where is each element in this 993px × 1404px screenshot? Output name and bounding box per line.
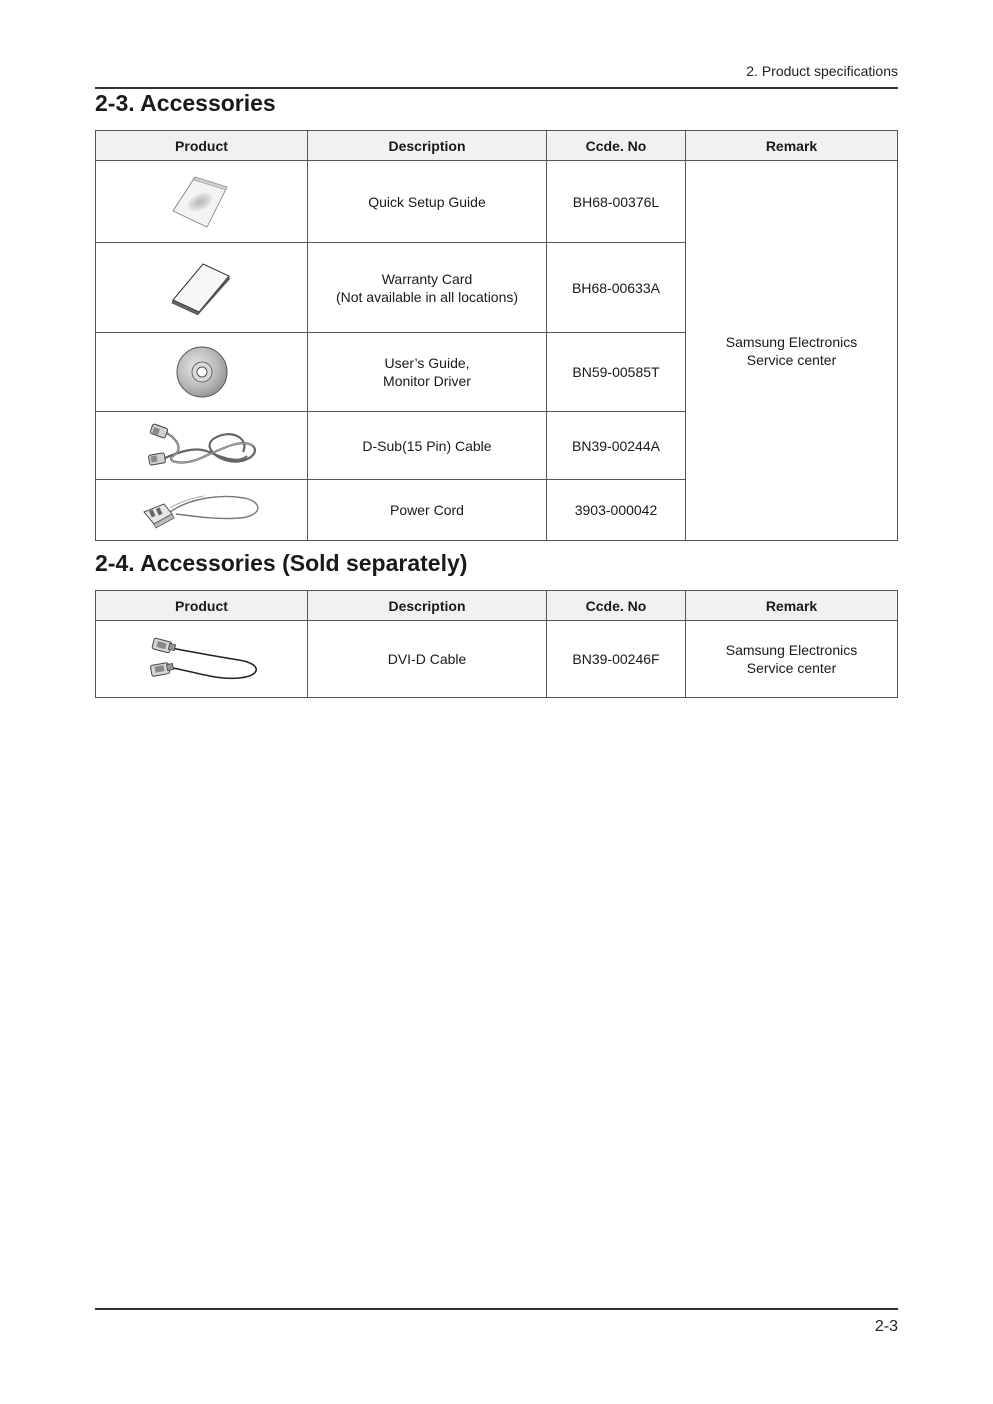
product-image-cell xyxy=(96,412,308,480)
section-title-accessories-sold-separately: 2-4. Accessories (Sold separately) xyxy=(95,550,468,576)
product-image-cell xyxy=(96,243,308,333)
footer-divider xyxy=(95,1308,898,1310)
dvi-cable-image xyxy=(143,634,261,684)
remark-line: Samsung Electronics xyxy=(725,333,858,350)
power-cord-image xyxy=(140,490,264,530)
product-image-cell xyxy=(96,621,308,698)
table-header-row xyxy=(96,591,898,621)
column-header-product: Product xyxy=(96,131,308,161)
remark-cell xyxy=(686,161,898,541)
description-line: (Not available in all locations) xyxy=(335,288,519,305)
description-line: D-Sub(15 Pin) Cable xyxy=(362,437,492,454)
column-header-code: Ccde. No xyxy=(547,591,686,621)
dsub-cable-image xyxy=(143,422,261,470)
column-header-remark: Remark xyxy=(686,131,898,161)
remark-line: Service center xyxy=(746,660,837,676)
product-description-cell xyxy=(308,161,547,243)
remark-cell xyxy=(686,621,898,698)
cd-disc-image xyxy=(174,344,230,400)
column-header-remark: Remark xyxy=(686,591,898,621)
section-title-accessories: 2-3. Accessories xyxy=(95,90,276,116)
product-code-cell: BN59-00585T xyxy=(547,333,686,412)
accessories-table xyxy=(95,130,898,541)
accessories-sold-separately-table xyxy=(95,590,898,698)
column-header-product: Product xyxy=(96,591,308,621)
product-code-cell: BH68-00633A xyxy=(547,243,686,333)
page-number: 2-3 xyxy=(874,1318,898,1335)
product-code-cell: BN39-00246F xyxy=(547,621,686,698)
product-code-cell: BH68-00376L xyxy=(547,161,686,243)
description-line: Quick Setup Guide xyxy=(368,193,486,210)
column-header-description: Description xyxy=(308,591,547,621)
product-description-cell xyxy=(308,480,547,541)
table-row xyxy=(96,161,898,243)
product-description-cell xyxy=(308,621,547,698)
column-header-code: Ccde. No xyxy=(547,131,686,161)
product-image-cell xyxy=(96,333,308,412)
column-header-description: Description xyxy=(308,131,547,161)
warranty-card-image xyxy=(167,260,237,316)
remark-line: Service center xyxy=(746,351,837,368)
product-image-cell xyxy=(96,480,308,541)
description-line: Warranty Card xyxy=(381,270,473,287)
product-code-cell: 3903-000042 xyxy=(547,480,686,541)
table-header-row xyxy=(96,131,898,161)
product-image-cell xyxy=(96,161,308,243)
product-description-cell xyxy=(308,243,547,333)
product-code-cell: BN39-00244A xyxy=(547,412,686,480)
product-description-cell xyxy=(308,412,547,480)
description-line: User’s Guide, xyxy=(384,355,470,371)
running-header: 2. Product specifications xyxy=(746,63,898,79)
product-description-cell xyxy=(308,333,547,412)
description-line: Monitor Driver xyxy=(383,373,471,389)
description-line: Power Cord xyxy=(390,502,464,518)
header-divider xyxy=(95,87,898,89)
quick-setup-guide-image xyxy=(167,173,237,231)
table-row xyxy=(96,621,898,698)
remark-line: Samsung Electronics xyxy=(725,642,858,658)
description-line: DVI-D Cable xyxy=(387,651,467,667)
